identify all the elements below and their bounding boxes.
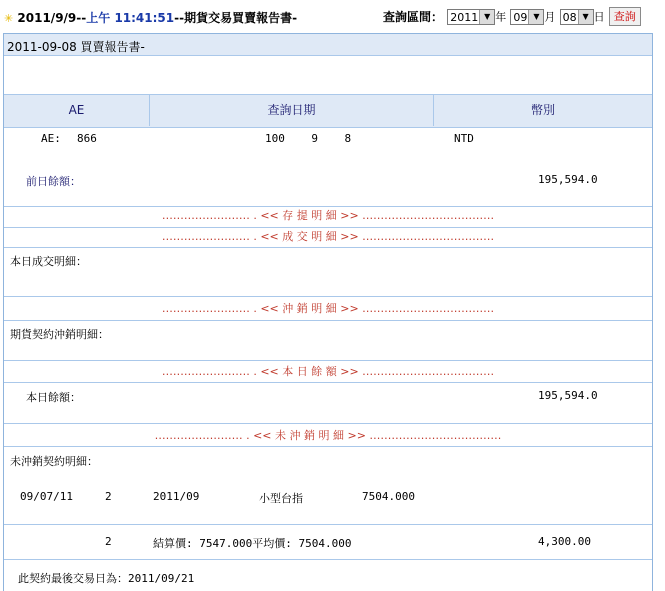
currency-value: NTD — [454, 132, 474, 145]
last-trade-row — [4, 560, 652, 591]
month-select[interactable] — [510, 9, 544, 25]
open-positions-row — [4, 447, 652, 525]
day-value: 08 — [562, 10, 577, 24]
query-button[interactable]: 查詢 — [609, 7, 641, 26]
section-trade-details: …………………… . << 成 交 明 細 >> ……………………………… — [4, 228, 652, 248]
open-product: 小型台指 — [259, 492, 303, 505]
chevron-down-icon: ▼ — [528, 10, 543, 24]
section-deposit-withdraw: …………………… . << 存 提 明 細 >> ……………………………… — [4, 207, 652, 228]
day-unit: 日 — [593, 10, 605, 24]
summary-amount: 4,300.00 — [538, 535, 591, 548]
day-select[interactable] — [560, 9, 594, 25]
futures-offset-row — [4, 321, 652, 361]
open-qty: 2 — [105, 490, 112, 503]
col-currency: 幣別 — [530, 103, 555, 117]
prev-balance-row — [4, 166, 652, 207]
ae-label: AE: — [41, 132, 61, 145]
prev-balance-value: 195,594.0 — [538, 173, 598, 186]
prev-balance-label: 前日餘額： — [26, 175, 81, 188]
today-balance-row — [4, 383, 652, 424]
chevron-down-icon: ▼ — [578, 10, 593, 24]
ae-value: 866 — [77, 132, 97, 145]
ae-row — [4, 128, 652, 166]
last-trade-text: 此契約最後交易日為：2011/09/21 — [18, 572, 195, 585]
summary-settle-text: 結算價: 7547.000平均價: 7504.000 — [153, 537, 352, 550]
month-unit: 月 — [544, 10, 556, 24]
title-suffix: --期貨交易買賣報告書- — [174, 11, 298, 25]
banner-text: 2011-09-08 買賣報告書- — [7, 40, 145, 54]
year-select[interactable] — [447, 9, 495, 25]
column-header-row — [4, 95, 652, 128]
year-value: 2011 — [450, 10, 479, 24]
today-balance-label: 本日餘額： — [26, 391, 81, 404]
month-value: 09 — [513, 10, 528, 24]
col-ae: AE — [4, 95, 150, 126]
section-offset-details: …………………… . << 沖 銷 明 細 >> ……………………………… — [4, 297, 652, 321]
query-date-value: 100 9 8 — [265, 132, 352, 145]
open-price: 7504.000 — [362, 490, 415, 503]
today-trade-label: 本日成交明細： — [10, 255, 87, 268]
summary-row — [4, 525, 652, 560]
open-positions-label: 未沖銷契約明細： — [10, 455, 98, 468]
title-time: 11:41:51 — [114, 11, 175, 25]
today-trade-row — [4, 248, 652, 297]
section-today-balance: …………………… . << 本 日 餘 額 >> ……………………………… — [4, 361, 652, 383]
col-query-date: 查詢日期 — [150, 95, 434, 126]
title-date: 2011/9/9-- — [17, 11, 87, 25]
sun-icon: ✳ — [4, 12, 14, 25]
report-frame — [3, 33, 653, 591]
query-range — [383, 7, 641, 26]
year-unit: 年 — [495, 10, 507, 24]
blank-row — [4, 56, 652, 95]
top-bar — [0, 0, 665, 30]
report-banner — [4, 34, 652, 56]
today-balance-value: 195,594.0 — [538, 389, 598, 402]
page-title — [4, 9, 297, 26]
title-ampm: 上午 — [86, 11, 111, 25]
open-date: 09/07/11 — [20, 490, 73, 503]
open-month: 2011/09 — [153, 490, 200, 503]
futures-offset-label: 期貨契約沖銷明細： — [10, 328, 109, 341]
query-label: 查詢區間： — [383, 10, 444, 24]
summary-qty: 2 — [105, 535, 112, 548]
section-open-positions: …………………… . << 未 沖 銷 明 細 >> ……………………………… — [4, 424, 652, 447]
chevron-down-icon: ▼ — [479, 10, 494, 24]
